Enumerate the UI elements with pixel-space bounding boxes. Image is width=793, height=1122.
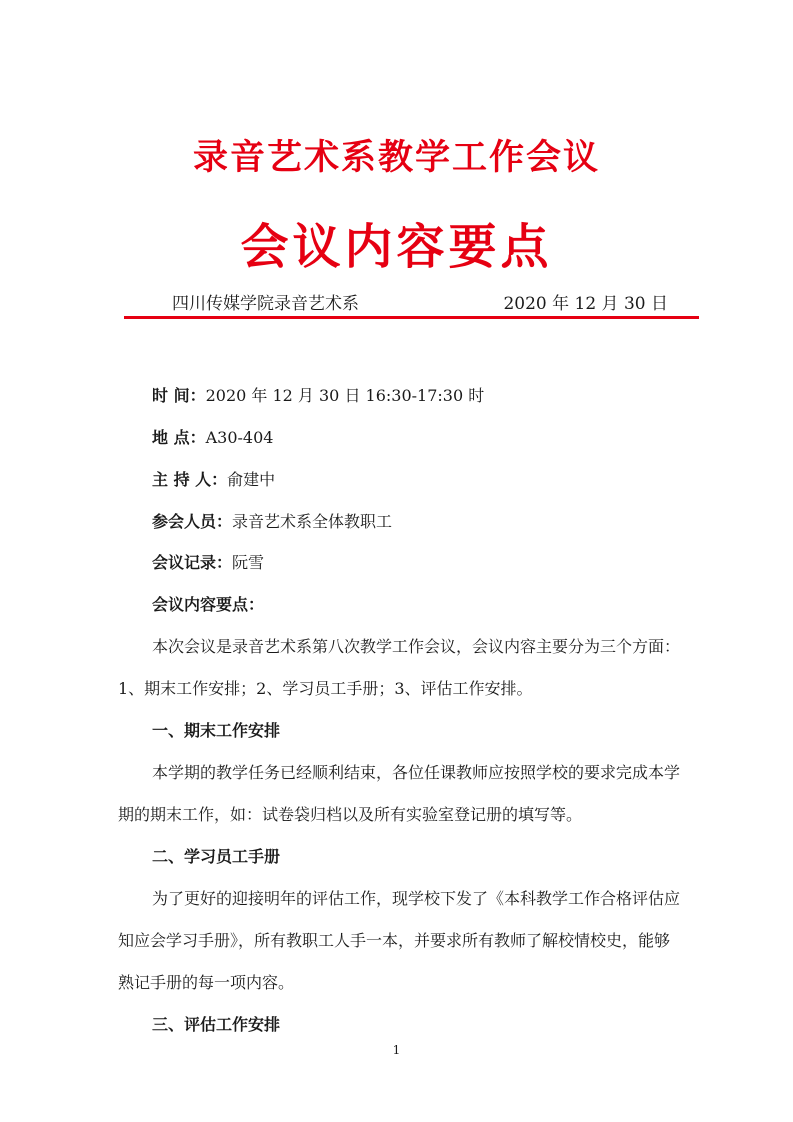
meeting-points-label: 会议内容要点： — [152, 595, 265, 614]
meeting-place — [152, 425, 273, 448]
meeting-time-value: 2020 年 12 月 30 日 16:30-17:30 时 — [205, 386, 485, 405]
meeting-host — [152, 467, 275, 490]
meeting-host-value: 俞建中 — [227, 470, 276, 489]
section-2-line-3: 熟记手册的每一项内容。 — [118, 973, 295, 992]
intro-line-2: 1、期末工作安排；2、学习员工手册；3、评估工作安排。 — [118, 679, 533, 698]
document-subtitle: 会议内容要点 — [240, 219, 553, 275]
issuer-name: 四川传媒学院录音艺术系 — [172, 294, 359, 314]
section-2-line-1: 为了更好的迎接明年的评估工作，现学校下发了《本科教学工作合格评估应 — [152, 889, 681, 908]
page-number: 1 — [392, 1043, 401, 1057]
section-1-heading: 一、期末工作安排 — [152, 721, 281, 740]
section-1-line-1: 本学期的教学任务已经顺利结束，各位任课教师应按照学校的要求完成本学 — [152, 763, 681, 782]
section-2-heading: 二、学习员工手册 — [152, 847, 281, 866]
section-1-line-2: 期的期末工作，如：试卷袋归档以及所有实验室登记册的填写等。 — [118, 805, 583, 824]
meeting-attendees-label: 参会人员： — [152, 512, 233, 531]
header-divider — [124, 316, 699, 319]
meeting-points — [152, 592, 264, 615]
intro-line-1: 本次会议是录音艺术系第八次教学工作会议，会议内容主要分为三个方面： — [152, 637, 681, 656]
meeting-host-label: 主 持 人： — [152, 470, 228, 489]
meeting-recorder — [152, 550, 264, 573]
meeting-time-label: 时 间： — [152, 386, 206, 405]
section-2-line-2: 知应会学习手册》，所有教职工人手一本，并要求所有教师了解校情校史，能够 — [118, 931, 671, 950]
meeting-place-value: A30-404 — [205, 428, 274, 447]
meeting-attendees — [152, 509, 392, 532]
document-title: 录音艺术系教学工作会议 — [192, 138, 600, 178]
meeting-attendees-value: 录音艺术系全体教职工 — [232, 512, 393, 531]
section-3-heading: 三、评估工作安排 — [152, 1015, 281, 1034]
meeting-recorder-label: 会议记录： — [152, 553, 233, 572]
issue-date: 2020 年 12 月 30 日 — [503, 294, 668, 314]
meeting-place-label: 地 点： — [152, 428, 206, 447]
meeting-recorder-value: 阮雪 — [232, 553, 265, 572]
meeting-time — [152, 383, 484, 406]
